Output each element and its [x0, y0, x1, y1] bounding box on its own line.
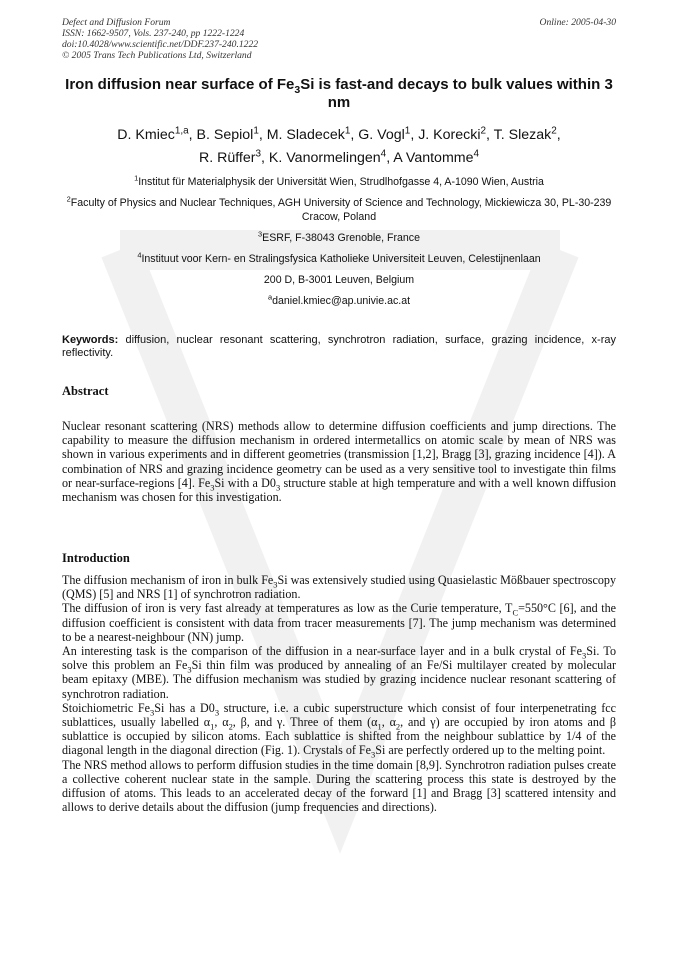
affiliation-3	[62, 231, 616, 245]
author-sup: 1	[344, 125, 351, 137]
affil-text: Instituut voor Kern- en Stralingsfysica Katholieke Universiteit Leuven, Celestijnenlaan	[141, 253, 541, 265]
author: D. Kmiec	[117, 127, 175, 143]
title-subscript: 3	[294, 84, 301, 96]
affiliation-2	[62, 196, 616, 224]
author-sup: 2	[480, 125, 487, 137]
author-sup: 4	[473, 148, 479, 160]
doi[interactable]: doi:10.4028/www.scientific.net/DDF.237-240.1222	[62, 39, 259, 50]
intro-text: Si has a D0	[154, 700, 215, 715]
abstract-text: structure stable at high temperature and with a well known diffusion mechanism was chosen for this investigation.	[62, 475, 617, 505]
email[interactable]	[62, 294, 616, 308]
author-sup: 3	[255, 148, 262, 160]
issn: ISSN: 1662-9507, Vols. 237-240, pp 1222-1224	[62, 28, 245, 39]
intro-text: , and γ) are occupied by iron atoms and β sublattice is occupied by silicon atoms. Each sublattice is shifted from the neighbour sublattice by 1/4 of the diagonal length in the diagonal direction (Fig. 1). Crystals of Fe	[62, 715, 617, 758]
author-list: D. Kmiec$^{1,a}$, B. Sepiol$^1$, M. Sladecek$^1$, G. Vogl$^1$, J. Korecki$^2$, T. Slezak$^2$, R. Rüffer$^3$, K. Vanormelingen$^4$, A Vantomme$^4$	[117, 125, 561, 166]
intro-text: Si are perfectly ordered up to the melting point.	[375, 743, 606, 758]
abstract-paragraph	[62, 419, 616, 504]
abstract-heading: Abstract	[62, 384, 109, 398]
intro-text: The diffusion of iron is very fast already at temperatures as low as the Curie temperature, T	[62, 601, 513, 616]
affiliation-4	[62, 252, 616, 266]
intro-paragraph-4	[62, 701, 616, 758]
affil-sup: 4	[137, 250, 142, 260]
author: T. Slezak	[493, 127, 552, 143]
email-sup: a	[267, 292, 273, 302]
sub: 3	[150, 707, 155, 718]
author-sup: 2	[551, 125, 557, 137]
intro-text: The diffusion mechanism of iron in bulk Fe	[62, 573, 274, 587]
affiliation-1	[62, 175, 616, 189]
affil-sup: 2	[66, 194, 71, 204]
affil-sup: 1	[134, 173, 139, 183]
keywords	[62, 334, 616, 360]
paper-title	[62, 76, 616, 112]
author: J. Korecki	[418, 127, 481, 143]
intro-text: An interesting task is the comparison of the diffusion in a near-surface layer and in a bulk crystal of Fe	[62, 644, 583, 659]
sub: 3	[273, 579, 278, 590]
journal-name: Defect and Diffusion Forum	[62, 17, 171, 28]
journal-header	[62, 17, 616, 61]
author-sup: 1	[253, 125, 259, 137]
affiliation-4-address: 200 D, B-3001 Leuven, Belgium	[263, 274, 415, 286]
copyright: © 2005 Trans Tech Publications Ltd, Switzerland	[62, 50, 252, 61]
author-sup: 1,a	[174, 125, 189, 137]
intro-paragraph-5: The NRS method allows to perform diffusion studies in the time domain [8,9]. Synchrotron radiation pulses create a collective coherent nuclear state in the sample. During the scattering process this state is destroyed by the diffusion of atoms. This leads to an accelerated decay of the forward [1] and Bragg [3] scattered intensity and allows to derive details about the diffusion (jump frequencies and directions).	[62, 757, 616, 815]
abstract-body	[62, 419, 616, 504]
affil-sup: 3	[258, 229, 263, 239]
sub: 1	[377, 721, 382, 732]
intro-text: , α	[381, 715, 396, 730]
intro-text: , β, and γ. Three of them (α	[232, 715, 378, 730]
intro-text: Si thin film was produced by annealing of an Fe/Si multilayer created by molecular beam epitaxy (MBE). The diffusion mechanism was studied by grazing incidence nuclear resonant scattering of synchrotron radiation.	[62, 658, 617, 701]
online-date: Online: 2005-04-30	[539, 17, 616, 28]
abstract-text: Nuclear resonant scattering (NRS) methods allow to determine diffusion coefficients and jump directions. The capability to measure the diffusion mechanism in ordered intermetallics on atomic scale by mean of NRS was shown in various experiments and in different geometries (transmission [1,2], Bragg [3], grazing incidence [4]). A combination of NRS and grazing incidence geometry can be used as a very sensitive tool to investigate thin films or near-surface-regions [4]. Fe	[62, 419, 616, 490]
intro-paragraph-2	[62, 601, 616, 644]
author-sup: 4	[380, 148, 387, 160]
affil-text: Faculty of Physics and Nuclear Techniques, AGH University of Science and Technology, Mickiewicza 30, PL-30-239 Cracow, Poland	[70, 197, 612, 223]
sub: 3	[371, 749, 376, 760]
sub: 2	[395, 721, 401, 732]
sub: 3	[275, 482, 281, 493]
intro-text: Si was extensively studied using Quasielastic Mößbauer spectroscopy (QMS) [5] and NRS [1] of synchrotron radiation.	[62, 573, 616, 602]
sub: 3	[214, 707, 220, 718]
sub: 1	[210, 721, 215, 732]
sub: 3	[582, 650, 587, 661]
author-sup: 1	[404, 125, 411, 137]
intro-text: =550°C [6], and the diffusion coefficient is consistent with data from tracer measurements [7]. The jump mechanism was determined to be a nearest-neighbour (NN) jump.	[62, 601, 617, 644]
author: M. Sladecek	[266, 127, 345, 143]
introduction-body	[62, 573, 616, 814]
intro-paragraph-3	[62, 644, 616, 701]
intro-paragraph-1	[62, 573, 616, 601]
author: B. Sepiol	[196, 127, 254, 143]
intro-text: structure, i.e. a cubic superstructure which consist of four interpenetrating fcc sublattices, usually labelled α	[62, 700, 616, 730]
intro-text: Stoichiometric Fe	[62, 700, 151, 715]
affiliations	[62, 175, 616, 308]
intro-text: , α	[214, 715, 229, 730]
introduction-heading: Introduction	[62, 551, 130, 565]
sub: 3	[210, 482, 215, 493]
author: G. Vogl	[358, 127, 405, 143]
author: R. Rüffer	[198, 150, 256, 166]
keywords-text: diffusion, nuclear resonant scattering, synchrotron radiation, surface, grazing incidence, x-ray reflectivity.	[62, 334, 616, 359]
keywords-label: Keywords:	[62, 334, 119, 346]
affil-text: Institut für Materialphysik der Universität Wien, Strudlhofgasse 4, A-1090 Wien, Austria	[138, 176, 544, 188]
sub: C	[512, 607, 519, 618]
title-text: Iron diffusion near surface of Fe	[65, 76, 295, 93]
sub: 3	[187, 664, 192, 675]
author: K. Vanormelingen	[268, 150, 381, 166]
affil-text: ESRF, F-38043 Grenoble, France	[262, 232, 420, 244]
title-text-cont: Si is fast-and decays to bulk values within 3 nm	[300, 76, 613, 111]
email-text[interactable]: daniel.kmiec@ap.univie.ac.at	[272, 295, 411, 307]
author: A Vantomme	[393, 150, 474, 166]
abstract-text: Si with a D0	[214, 475, 276, 490]
intro-text: Si. To solve this problem an Fe	[62, 644, 616, 673]
sub: 2	[228, 721, 233, 732]
